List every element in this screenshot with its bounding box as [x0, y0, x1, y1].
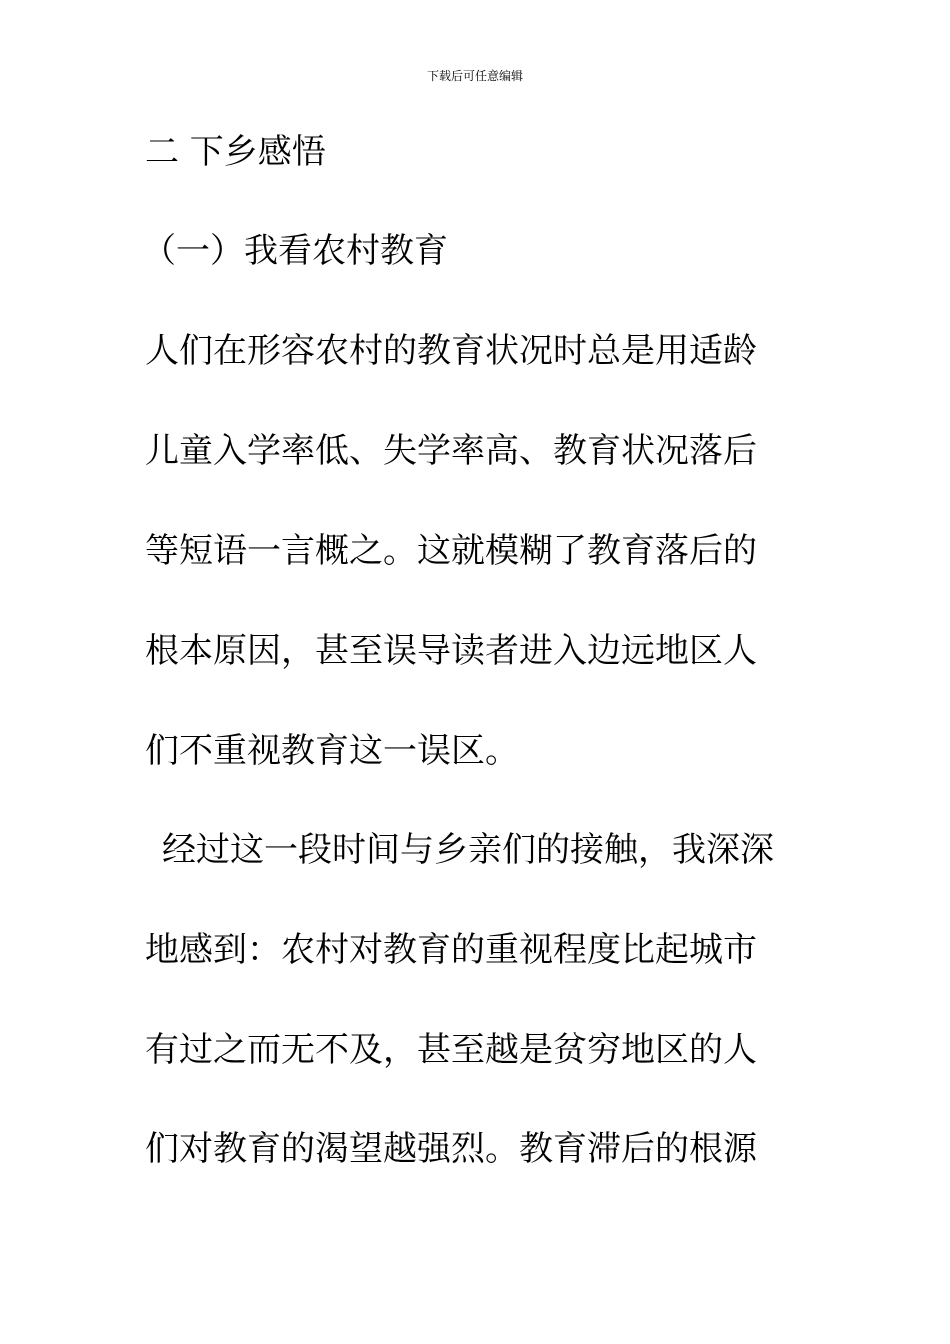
paragraph-line: 地感到：农村对教育的重视程度比起城市 [145, 930, 757, 970]
paragraph-line: 经过这一段时间与乡亲们的接触，我深深 [162, 830, 774, 870]
section-heading: 二 下乡感悟 [145, 132, 326, 172]
paragraph-line: 有过之而无不及，甚至越是贫穷地区的人 [145, 1030, 757, 1070]
paragraph-line: 们不重视教育这一误区。 [145, 731, 519, 771]
paragraph-line: 人们在形容农村的教育状况时总是用适龄 [145, 331, 757, 371]
subheading: （一）我看农村教育 [142, 231, 448, 271]
paragraph-line: 儿童入学率低、失学率高、教育状况落后 [145, 431, 757, 471]
page-header-note: 下载后可任意编辑 [426, 69, 523, 83]
paragraph-line: 们对教育的渴望越强烈。教育滞后的根源 [145, 1129, 757, 1169]
paragraph-line: 等短语一言概之。这就模糊了教育落后的 [145, 531, 757, 571]
paragraph-line: 根本原因，甚至误导读者进入边远地区人 [145, 631, 757, 671]
